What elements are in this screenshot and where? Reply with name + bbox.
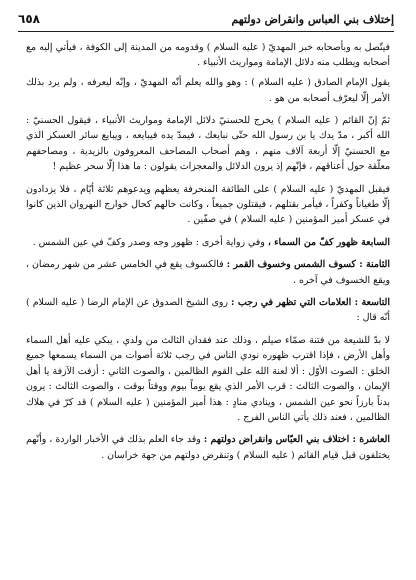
- paragraph-3: [26, 113, 390, 175]
- paragraph-7: [26, 295, 390, 326]
- page-number: ٦٥٨: [18, 12, 40, 26]
- paragraph-8: [26, 333, 390, 425]
- section-heading: التاسعة : العلامات التي تظهر في رجب :: [231, 297, 390, 309]
- paragraph-text: لا بدّ للشيعة من فتنة صمّاء صيلم ، وذلك عند فقدان الثالث من ولدي ، يبكي عليه أهل السماء وأهل الأرض ، فإذا اقترب ظهوره نودي الناس في رجب ثلاثة أصوات من السماء يسمعها جميع الخلق : الصوت الأوّل : ألا لعنة الله على القوم الظالمين ، والصوت الثاني : أزفت الآزفة يا أهل الإيمان ، والصوت الثالث : قرب الأمر الذي يقع يوماً بيوم ووقتاً بوقت ، والصوت الثالث : يرون بدناً بارزاً نحو عين الشمس ، وينادي منادٍ : هذا أمير المؤمنين ( عليه السلام ) قد كرّ في هلاك الظالمين ، فعند ذلك يأتي الناس الفرج .: [26, 334, 390, 423]
- paragraph-text: يقول الإمام الصادق ( عليه السلام ) : وهو والله يعلم أنّه المهديّ ، وإنّه ليعرفه ، ولم يرد بذلك الأمر إلّا ليعرّف أصحابه من هو .: [26, 77, 390, 104]
- page-body: [26, 40, 390, 572]
- paragraph-2: [26, 75, 390, 106]
- paragraph-text: فالكسوف يقع في الخامس عشر من شهر رمضان ، ويقع الخسوف في آخره .: [26, 259, 390, 286]
- paragraph-text: وقد جاء العلم بذلك في الأخبار الواردة ، وأنّهم يختلفون قبل قيام القائم ( عليه السلام ) وتنقرض دولتهم من جهة خراسان .: [26, 434, 390, 461]
- running-title: إختلاف بني العباس وانقراض دولتهم: [231, 12, 394, 26]
- paragraph-6: [26, 257, 390, 288]
- paragraph-9: [26, 432, 390, 463]
- paragraph-5: [26, 235, 390, 250]
- section-heading: العاشرة : اختلاف بني العبّاس وانقراض دولتهم :: [203, 434, 391, 446]
- section-heading: السابعة ظهور كفّ من السماء ،: [267, 236, 390, 248]
- paragraph-text: وفي رواية أخرى : ظهور وجه وصدر وكفّ في عين الشمس .: [32, 236, 268, 248]
- paragraph-text: ثمّ إنّ القائم ( عليه السلام ) يخرج للحسنيّ دلائل الإمامة ومواريث الأنبياء ، فيقول الحسنيّ : الله أكبر ، مدّ يدك يا بن رسول الله حتّى نبايعك ، فيمدّ يده فيبايعه ، ويبايع سائر العسكر الذي مع الحسنيّ إلّا أربعة آلاف منهم ، وهم أصحاب المصاحف المعروفون بالزيدية ، ومصاحفهم معلّقة حول أعناقهم ، فإنّهم إذ يرون الدلائل والمعجزات يقولون : ما هذا إلّا سحر عظيم !: [26, 115, 390, 173]
- paragraph-1: [26, 40, 390, 71]
- paragraph-text: روى الشيخ الصدوق عن الإمام الرضا ( عليه السلام ) أنّه قال :: [26, 297, 390, 324]
- page-header: [18, 10, 394, 32]
- paragraph-4: [26, 182, 390, 228]
- paragraph-text: فيقبل المهديّ ( عليه السلام ) على الطائفة المنحرفة يعظهم ويدعوهم ثلاثة أيّام ، فلا يزدادون إلّا طغياناً وكفراً ، فيأمر بقتلهم ، فيقتلون جميعاً ، وكانت حالهم كحال خوارج النهروان الذين كانوا في عسكر أمير المؤمنين ( عليه السلام ) في صفّين .: [26, 183, 390, 226]
- paragraph-text: فيتّصل به وبأصحابه خبر المهديّ ( عليه السلام ) وقدومه من المدينة إلى الكوفة ، فيأتي إليه مع أصحابه ويطلب منه دلائل الإمامة ومواريث الأنبياء .: [26, 42, 390, 69]
- section-heading: الثامنة : كسوف الشمس وخسوف القمر :: [226, 259, 390, 271]
